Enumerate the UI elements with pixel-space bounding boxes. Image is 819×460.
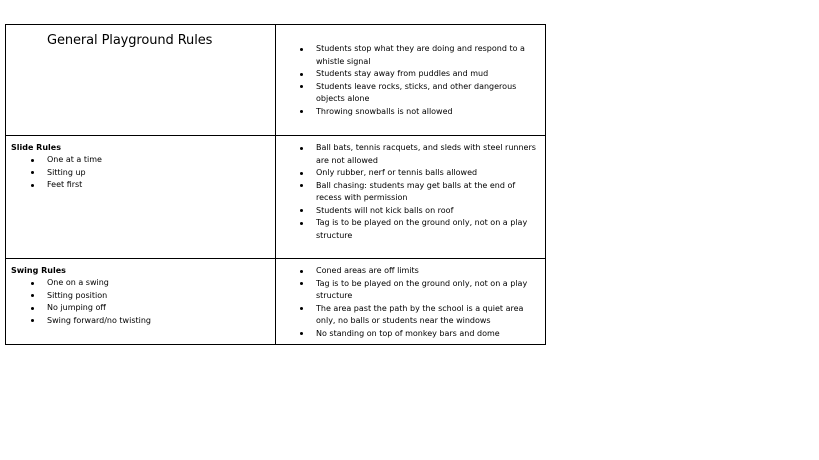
swing-rules-cell (6, 259, 276, 345)
ball-rules-cell (276, 136, 546, 259)
list-item: Throwing snowballs is not allowed (276, 106, 537, 119)
list-item: Students stop what they are doing and respond to a whistle signal (276, 43, 537, 68)
list-item: Ball bats, tennis racquets, and sleds with steel runners are not allowed (276, 142, 537, 167)
slide-rules-cell (6, 136, 276, 259)
list-item: No standing on top of monkey bars and dome (276, 328, 537, 341)
list-item: Students will not kick balls on roof (276, 205, 537, 218)
general-rules-list (276, 43, 537, 118)
list-item: Sitting up (6, 167, 275, 180)
list-item: Only rubber, nerf or tennis balls allowed (276, 167, 537, 180)
list-item: One on a swing (6, 277, 275, 290)
general-rules-title: General Playground Rules (47, 33, 213, 48)
table-row-general (6, 25, 546, 136)
list-item: The area past the path by the school is a quiet area only, no balls or students near the windows (276, 303, 537, 328)
list-item: Feet first (6, 179, 275, 192)
list-item: Tag is to be played on the ground only, not on a play structure (276, 217, 537, 242)
list-item: Coned areas are off limits (276, 265, 537, 278)
area-rules-list (276, 265, 537, 340)
list-item: One at a time (6, 154, 275, 167)
rules-table (5, 24, 546, 345)
list-item: Sitting position (6, 290, 275, 303)
list-item: Students leave rocks, sticks, and other dangerous objects alone (276, 81, 537, 106)
general-rules-cell (276, 25, 546, 136)
general-title-cell (6, 25, 276, 136)
table-row-swing (6, 259, 546, 345)
list-item: Tag is to be played on the ground only, not on a play structure (276, 278, 537, 303)
list-item: Swing forward/no twisting (6, 315, 275, 328)
slide-rules-title: Slide Rules (11, 143, 61, 152)
list-item: Ball chasing: students may get balls at the end of recess with permission (276, 180, 537, 205)
list-item: Students stay away from puddles and mud (276, 68, 537, 81)
slide-rules-list (6, 154, 275, 192)
table-row-slide (6, 136, 546, 259)
swing-rules-title: Swing Rules (11, 266, 66, 275)
area-rules-cell (276, 259, 546, 345)
list-item: No jumping off (6, 302, 275, 315)
swing-rules-list (6, 277, 275, 327)
ball-rules-list (276, 142, 537, 242)
